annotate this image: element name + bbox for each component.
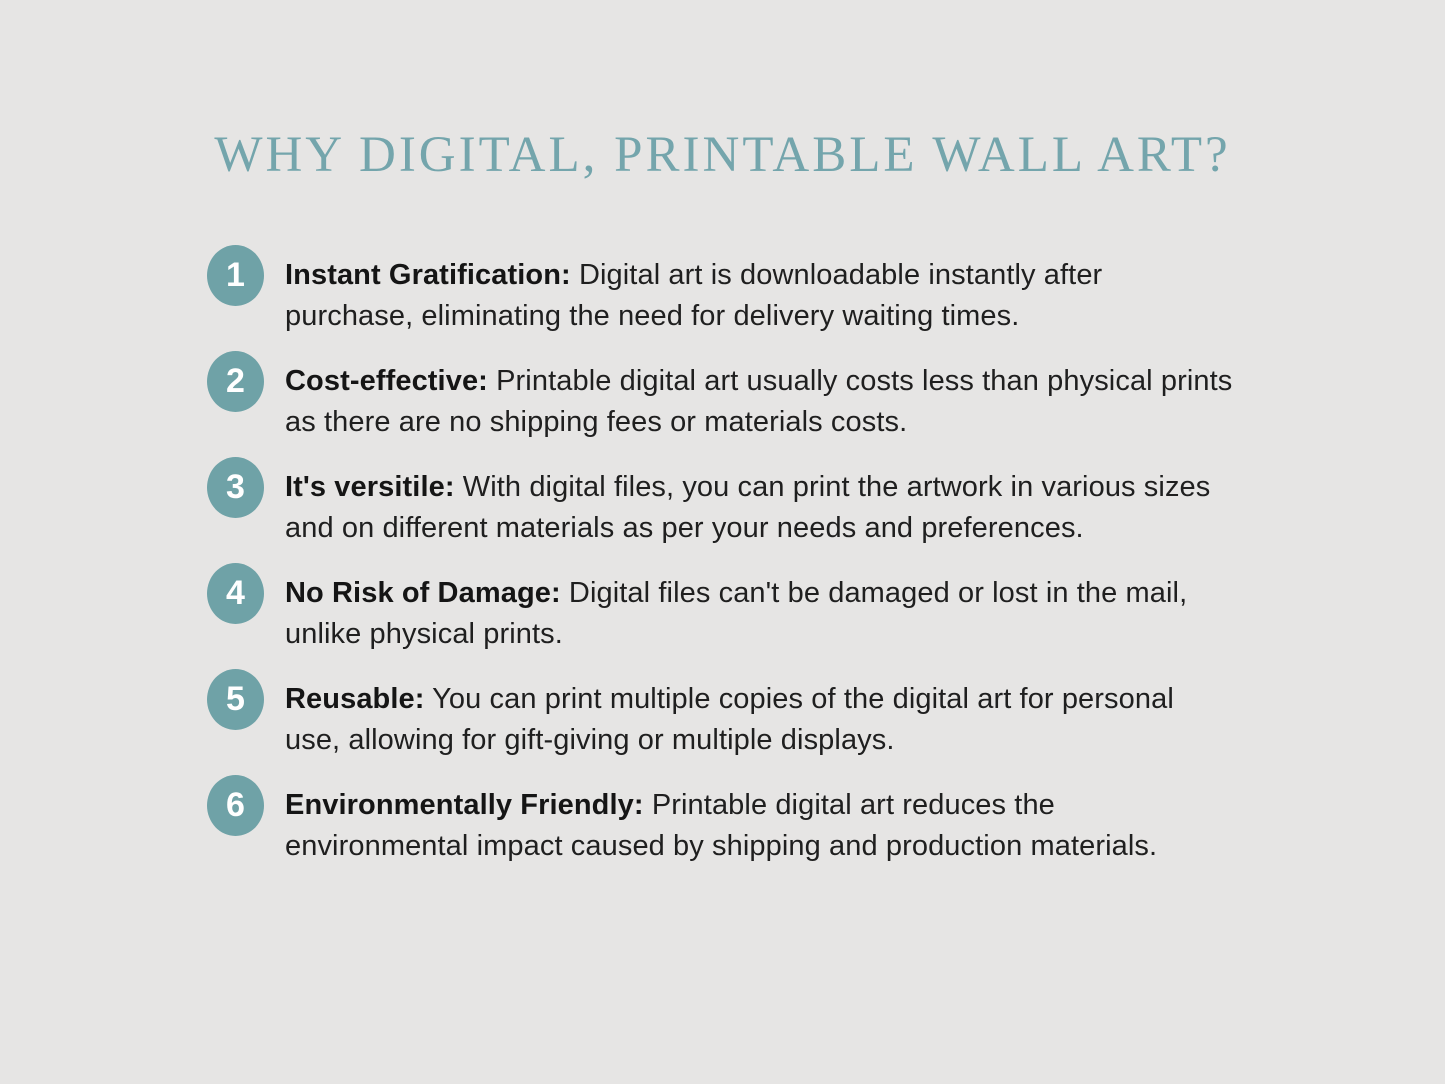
item-label: Environmentally Friendly: [285,789,644,821]
item-description: Printable digital art reduces the environmental impact caused by shipping and production materials. [285,789,1158,862]
item-text [285,785,1233,867]
list-item [207,573,1267,655]
item-text [285,573,1233,655]
item-number-badge: 1 [207,245,264,306]
item-text [285,679,1233,761]
item-label: No Risk of Damage: [285,577,561,609]
list-item [207,255,1267,337]
item-number-badge: 2 [207,351,264,412]
item-description: You can print multiple copies of the digital art for personal use, allowing for gift-giving or multiple displays. [285,683,1174,756]
item-number-badge: 6 [207,775,264,836]
page-title: WHY DIGITAL, PRINTABLE WALL ART? [214,127,1231,183]
list-item [207,361,1267,443]
item-label: It's versitile: [285,471,455,503]
list-item [207,467,1267,549]
item-text [285,361,1233,443]
item-description: Digital files can't be damaged or lost in the mail, unlike physical prints. [285,577,1188,650]
item-number-badge: 5 [207,669,264,730]
item-label: Reusable: [285,683,425,715]
list-item [207,785,1267,867]
item-description: Printable digital art usually costs less than physical prints as there are no shipping fees or materials costs. [285,365,1233,438]
item-number-badge: 4 [207,563,264,624]
item-label: Cost-effective: [285,365,488,397]
item-description: Digital art is downloadable instantly after purchase, eliminating the need for delivery waiting times. [285,259,1103,332]
item-text [285,467,1233,549]
benefits-list [207,255,1267,891]
item-label: Instant Gratification: [285,259,571,291]
item-number-badge: 3 [207,457,264,518]
item-text [285,255,1233,337]
list-item [207,679,1267,761]
item-description: With digital files, you can print the artwork in various sizes and on different materials as per your needs and preferences. [285,471,1211,544]
